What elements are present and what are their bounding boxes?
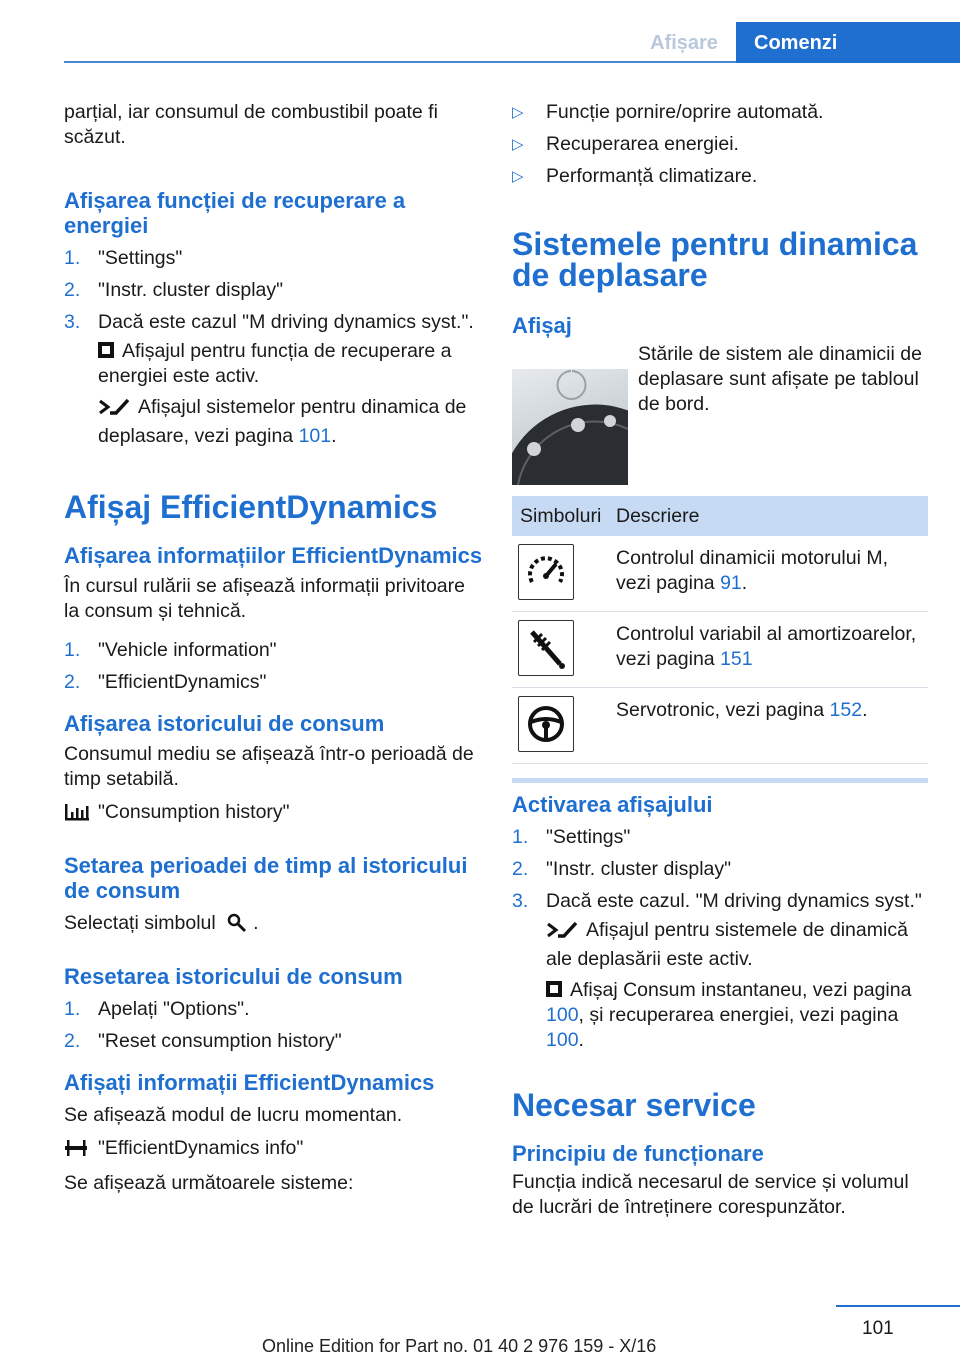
service-heading: Necesar service [512, 1087, 756, 1123]
list-item: 1. "Settings" [64, 247, 183, 269]
period-body: Selectați simbolul . [64, 911, 484, 940]
show-heading: Afișați informații EfficientDynamics [64, 1070, 435, 1095]
page-link-100[interactable]: 100 [546, 1029, 579, 1051]
period-heading: Setarea perioadei de timp al istoricului de consum [64, 853, 468, 903]
history-menu: "Consumption history" [64, 800, 484, 829]
ed-info-body: În cursul rulării se afișează informații privitoare la consum și tehnică. [64, 575, 465, 622]
activate-note-2: Afișaj Consum instantaneu, vezi pagina 100, și recuperarea energiei, vezi pagina 100. [546, 979, 912, 1051]
list-item: 3. Dacă este cazul. "M driving dynamics syst." [512, 890, 922, 912]
page-link-151[interactable]: 151 [720, 648, 753, 670]
history-heading: Afișarea istoricului de consum [64, 711, 385, 736]
systems-list [512, 100, 932, 189]
footer-rule [836, 1305, 960, 1307]
tab-afisare[interactable]: Afișare [650, 32, 718, 54]
history-body: Consumul mediu se afișează într-o perioadă de timp setabilă. [64, 743, 474, 790]
activate-steps [512, 825, 932, 914]
table-bottom-rule [512, 778, 928, 783]
car-icon [64, 1138, 90, 1165]
reset-heading: Resetarea istoricului de consum [64, 964, 403, 989]
bar-chart-icon [64, 802, 90, 829]
page-link-101[interactable]: 101 [298, 425, 332, 447]
recovery-note-2: Afișajul sistemelor pentru dinamica de deplasare, vezi pagina 101. [98, 396, 467, 447]
principle-heading: Principiu de funcționare [512, 1141, 764, 1166]
ed-info-steps [64, 638, 484, 695]
activate-note-1: Afișajul pentru sistemele de dinamică ale deplasării este activ. [546, 919, 908, 970]
list-item: ▷ Performanță climatizare. [512, 165, 758, 187]
list-item: 2. "Reset consumption history" [64, 1030, 342, 1052]
activate-heading: Activarea afișajului [512, 792, 713, 817]
reset-steps [64, 997, 484, 1054]
right-lower-column [512, 792, 932, 1220]
principle-body: Funcția indică necesarul de service și volumul de lucrări de întreținere corespunzător. [512, 1171, 909, 1218]
square-icon [98, 342, 114, 358]
list-item: 1. "Vehicle information" [64, 639, 277, 661]
page-number: 101 [862, 1318, 894, 1339]
display-heading: Afișaj [512, 313, 572, 338]
edition-text: Online Edition for Part no. 01 40 2 976 159 - X/16 [262, 1336, 657, 1356]
list-item: 1. "Settings" [512, 826, 631, 848]
instrument-cluster-photo [512, 369, 628, 485]
show-body: Se afișează modul de lucru momentan. [64, 1104, 403, 1126]
square-icon [546, 981, 562, 997]
ed-heading: Afișaj EfficientDynamics [64, 489, 438, 525]
page-link-100[interactable]: 100 [546, 1004, 579, 1026]
page-link-91[interactable]: 91 [720, 572, 742, 594]
table-row: Servotronic, vezi pagina 152. [512, 688, 928, 764]
table-header [512, 496, 928, 536]
list-item: 2. "Instr. cluster display" [512, 858, 732, 880]
table-row: Controlul dinamicii motorului M, vezi pagina 91. [512, 536, 928, 612]
dyn-heading: Sistemele pentru dinamica de deplasare [512, 226, 918, 293]
gauge-icon [518, 544, 574, 600]
list-item: 1. Apelați "Options". [64, 998, 250, 1020]
list-item: 2. "EfficientDynamics" [64, 671, 267, 693]
list-item: ▷ Recuperarea energiei. [512, 133, 739, 155]
show-menu: "EfficientDynamics info" [64, 1136, 484, 1165]
checkmark-wave-icon [546, 920, 578, 947]
table-header-symbols: Simboluri [520, 505, 602, 527]
left-column [64, 100, 484, 1196]
recovery-note-1: Afișajul pentru funcția de recuperare a energiei este activ. [98, 340, 452, 387]
list-item: 3. Dacă este cazul "M driving dynamics syst.". [64, 311, 474, 333]
symbols-table [512, 496, 928, 783]
display-body: Stările de sistem ale dinamicii de deplasare sunt afișate pe tabloul de bord. [638, 343, 922, 415]
magnifier-icon [227, 913, 247, 940]
page-link-152[interactable]: 152 [829, 699, 863, 721]
table-header-description: Descriere [616, 505, 700, 527]
show-systems: Se afișează următoarele sisteme: [64, 1172, 354, 1194]
intro-text: parțial, iar consumul de combustibil poate fi scăzut. [64, 101, 438, 148]
tab-comenzi[interactable]: Comenzi [736, 22, 960, 63]
ed-info-heading: Afișarea informațiilor EfficientDynamics [64, 543, 483, 568]
list-item: 2. "Instr. cluster display" [64, 279, 284, 301]
shock-absorber-icon [518, 620, 574, 676]
list-item: ▷ Funcție pornire/oprire automată. [512, 101, 824, 123]
checkmark-wave-icon [98, 397, 130, 424]
table-row: Controlul variabil al amortizoarelor, vezi pagina 151 [512, 612, 928, 688]
recovery-steps [64, 246, 484, 335]
steering-wheel-icon [518, 696, 574, 752]
recovery-heading: Afișarea funcției de recuperare a energiei [64, 188, 406, 238]
